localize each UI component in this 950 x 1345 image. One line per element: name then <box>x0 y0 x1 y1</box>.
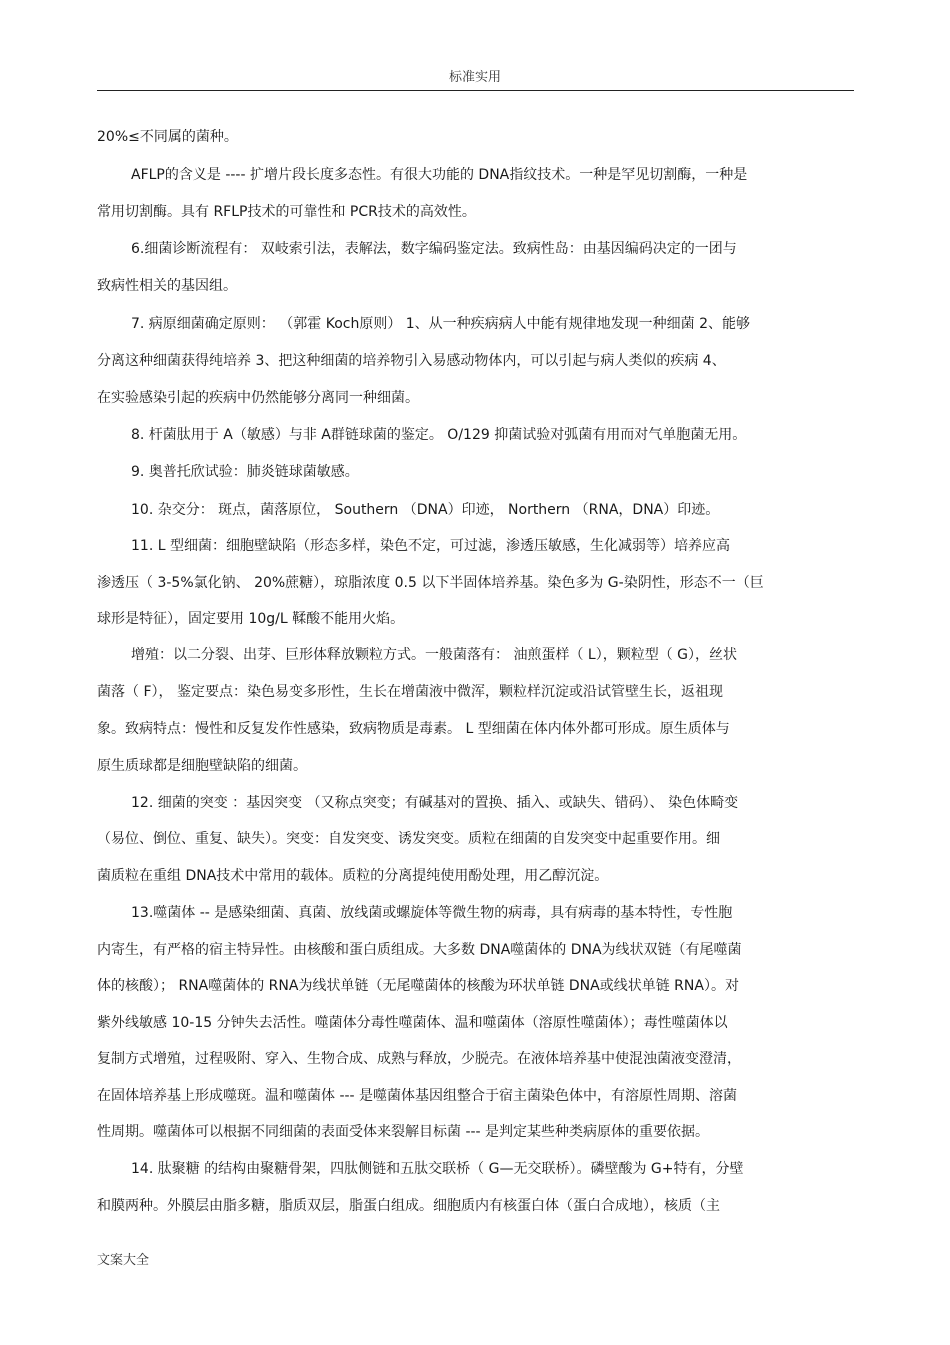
text-line: 菌质粒在重组 DNA技术中常用的载体。质粒的分离提纯使用酚处理，用乙醇沉淀。 <box>97 868 609 884</box>
text-line: 复制方式增殖，过程吸附、穿入、生物合成、成熟与释放，少脱壳。在液体培养基中使混浊菌液变澄清， <box>97 1051 741 1067</box>
text-line: 球形是特征），固定要用 10g/L 鞣酸不能用火焰。 <box>97 611 405 627</box>
header-divider <box>97 90 854 91</box>
text-line: 和膜两种。外膜层由脂多糖，脂质双层，脂蛋白组成。细胞质内有核蛋白体（蛋白合成地），核质（主 <box>97 1198 720 1214</box>
text-line: 内寄生，有严格的宿主特异性。由核酸和蛋白质组成。大多数 DNA噬菌体的 DNA为线状双链（有尾噬菌 <box>97 942 742 958</box>
text-line: 11. L 型细菌：细胞壁缺陷（形态多样，染色不定，可过滤，渗透压敏感，生化减弱等）培养应高 <box>131 538 730 554</box>
page-header-title: 标准实用 <box>448 70 501 85</box>
text-line: 紫外线敏感 10-15 分钟失去活性。噬菌体分毒性噬菌体、温和噬菌体（溶原性噬菌体）；毒性噬菌体以 <box>97 1015 728 1031</box>
text-line: （易位、倒位、重复、缺失）。突变：自发突变、诱发突变。质粒在细菌的自发突变中起重要作用。细 <box>97 831 720 847</box>
text-line: 12. 细菌的突变 ：基因突变 （又称点突变；有碱基对的置换、插入、或缺失、错码）、 染色体畸变 <box>131 795 739 811</box>
text-line: 致病性相关的基因组。 <box>97 278 237 294</box>
text-line: 13.噬菌体 -- 是感染细菌、真菌、放线菌或螺旋体等微生物的病毒，具有病毒的基本特性，专性胞 <box>131 905 733 921</box>
text-line: 10. 杂交分： 斑点，菌落原位， Southern （DNA）印迹， Northern （RNA，DNA）印迹。 <box>131 502 720 518</box>
text-line: 原生质球都是细胞壁缺陷的细菌。 <box>97 758 307 774</box>
text-line: 菌落（ F）， 鉴定要点：染色易变多形性，生长在增菌液中微浑，颗粒样沉淀或沿试管壁生长，返祖现 <box>97 684 723 700</box>
page-footer: 文案大全 <box>97 1253 150 1268</box>
text-line: 分离这种细菌获得纯培养 3、把这种细菌的培养物引入易感动物体内，可以引起与病人类似的疾病 4、 <box>97 353 726 369</box>
text-line: 在实验感染引起的疾病中仍然能够分离同一种细菌。 <box>97 390 419 406</box>
text-line: 9. 奥普托欣试验：肺炎链球菌敏感。 <box>131 464 359 480</box>
text-line: 常用切割酶。具有 RFLP技术的可靠性和 PCR技术的高效性。 <box>97 204 476 220</box>
text-line: 20%≤不同属的菌种。 <box>97 129 238 145</box>
text-line: 6.细菌诊断流程有： 双岐索引法，表解法，数字编码鉴定法。致病性岛：由基因编码决定的一团与 <box>131 241 737 257</box>
text-line: 体的核酸）； RNA噬菌体的 RNA为线状单链（无尾噬菌体的核酸为环状单链 DNA或线状单链 RNA）。对 <box>97 978 739 994</box>
text-line: 渗透压（ 3-5%氯化钠、 20%蔗糖），琼脂浓度 0.5 以下半固体培养基。染色多为 G-染阴性，形态不一（巨 <box>97 575 764 591</box>
text-line: AFLP的含义是 ---- 扩增片段长度多态性。有很大功能的 DNA指纹技术。一种是罕见切割酶，一种是 <box>131 167 748 183</box>
text-line: 增殖：以二分裂、出芽、巨形体释放颗粒方式。一般菌落有： 油煎蛋样（ L），颗粒型（ G），丝状 <box>131 647 737 663</box>
text-line: 14. 肽聚糖 的结构由聚糖骨架，四肽侧链和五肽交联桥（ G—无交联桥）。磷壁酸为 G+特有，分壁 <box>131 1161 744 1177</box>
text-line: 性周期。噬菌体可以根据不同细菌的表面受体来裂解目标菌 --- 是判定某些种类病原体的重要依据。 <box>97 1124 710 1140</box>
text-line: 在固体培养基上形成噬斑。温和噬菌体 --- 是噬菌体基因组整合于宿主菌染色体中，有溶原性周期、溶菌 <box>97 1088 738 1104</box>
text-line: 8. 杆菌肽用于 A（敏感）与非 A群链球菌的鉴定。 O/129 抑菌试验对弧菌有用而对气单胞菌无用。 <box>131 427 747 443</box>
text-line: 7. 病原细菌确定原则： （郭霍 Koch原则） 1、从一种疾病病人中能有规律地发现一种细菌 2、能够 <box>131 316 751 332</box>
text-line: 象。致病特点：慢性和反复发作性感染，致病物质是毒素。 L 型细菌在体内体外都可形成。原生质体与 <box>97 721 730 737</box>
